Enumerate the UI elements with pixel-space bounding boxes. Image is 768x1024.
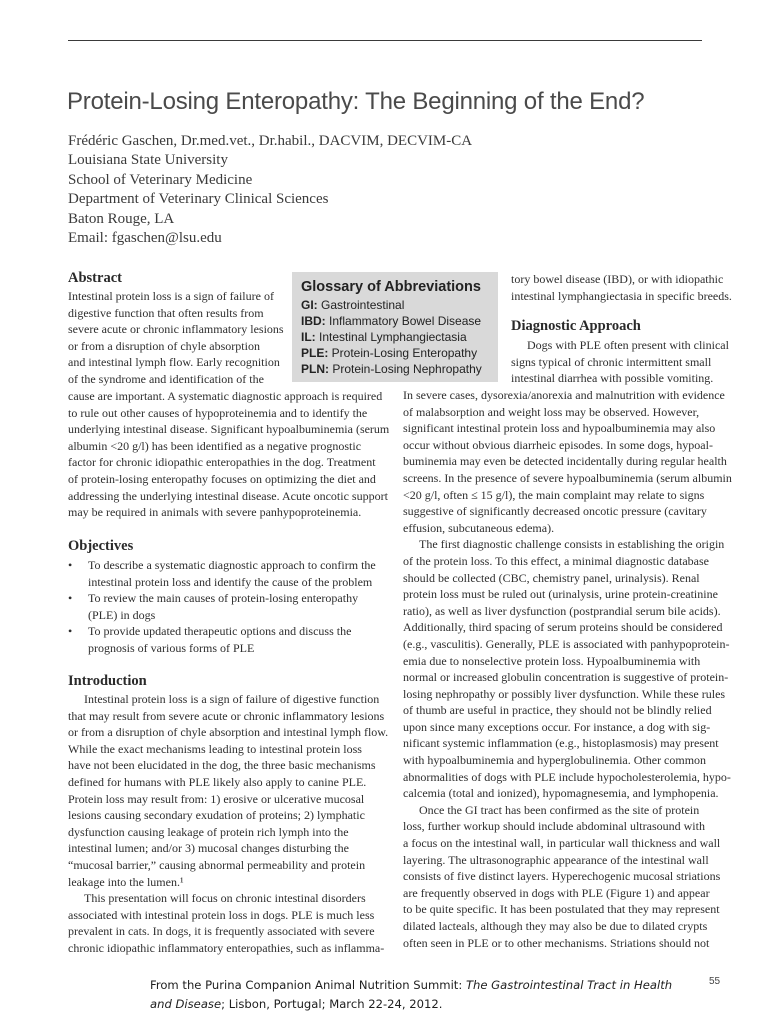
text-line: suggestive of significantly decreased oncotic pressure (cavitary [403,504,707,519]
footer-suffix: ; Lisbon, Portugal; March 22-24, 2012. [221,997,443,1011]
text-line: Additionally, third spacing of serum proteins should be considered [403,620,723,635]
abstract-heading: Abstract [68,270,122,286]
text-line: dysfunction causing leakage of protein rich lymph into the [68,824,349,839]
footer-prefix: From the Purina Companion Animal Nutrition Summit: [150,978,466,992]
glossary-abbr: IL: [301,330,316,344]
author-university: Louisiana State University [68,152,228,169]
text-line: have not been elucidated in the dog, the three basic mechanisms [68,758,376,773]
abstract-narrow-text [68,288,284,388]
bullet-icon: • [68,591,73,606]
text-line: buminemia may even be detected incidentally during regular health [403,454,727,469]
glossary-title: Glossary of Abbreviations [301,279,481,295]
text-line: to be quite specific. It has been postulated that they may represent [403,902,720,917]
glossary-item [301,346,477,360]
glossary-abbr: GI: [301,298,318,312]
footer-event-title: The Gastrointestinal Tract in Health [465,978,673,992]
text-line: <20 g/l, often ≤ 15 g/l), the main complaint may relate to signs [403,487,705,502]
text-line: are frequently observed in dogs with PLE (Figure 1) and appear [403,885,710,900]
text-line: of thumb are useful in practice, they should not be blindly relied [403,703,712,718]
text-line: cause are important. A systematic diagnostic approach is required [68,389,383,403]
text-line: In severe cases, dysorexia/anorexia and malnutrition with evidence [403,388,725,402]
glossary-full: Protein-Losing Enteropathy [328,346,478,360]
text-line: effusion, subcutaneous edema). [403,520,555,535]
objectives-list [68,557,376,657]
text-line: (PLE) in dogs [88,607,156,622]
text-line: of malabsorption and weight loss may be observed. However, [403,404,700,419]
text-line: abnormalities of dogs with PLE include hypocholesterolemia, hypo- [403,769,731,784]
text-line: nificant systemic inflammation (e.g., histoplasmosis) may present [403,736,719,751]
paper-title: Protein-Losing Enteropathy: The Beginning of the End? [67,88,645,115]
text-line: significant intestinal protein loss and hypoalbuminemia may also [403,421,716,436]
text-line: and intestinal lymph flow. Early recognition [68,355,280,370]
text-line: protein loss must be ruled out (urinalysis, urine protein-creatinine [403,587,718,602]
diagnostic-narrow-text [511,337,729,387]
introduction-heading: Introduction [68,673,147,689]
text-line: or from a disruption of chyle absorption and intestinal lymph flow. [68,725,389,740]
text-line: that may result from severe acute or chronic inflammatory lesions [68,708,385,723]
text-line: ratio), as well as liver dysfunction (postprandial serum bile acids). [403,603,721,618]
text-line: albumin <20 g/l) has been identified as a negative prognostic [68,438,362,453]
glossary-abbr: PLN: [301,362,329,376]
text-line: lesions causing secondary exudation of proteins; 2) lymphatic [68,808,365,823]
glossary-full: Gastrointestinal [317,298,405,312]
author-location: Baton Rouge, LA [68,210,175,227]
text-line: “mucosal barrier,” causing abnormal permeability and protein [68,857,366,872]
text-line: occur without obvious diarrheic episodes. In some dogs, hypoal- [403,437,713,452]
text-line: with hypoalbuminemia and hyperglobulinemia. Other common [403,753,707,768]
text-line: Intestinal protein loss is a sign of failure of [68,289,274,303]
text-line: calcemia (total and ionized), hypomagnesemia, and lymphopenia. [403,786,719,801]
diagnostic-text [403,387,732,951]
text-line: consists of five distinct layers. Hyperechogenic mucosal striations [403,869,721,884]
glossary-full: Intestinal Lymphangiectasia [315,330,467,344]
text-line: intestinal lumen; and/or 3) mucosal changes disturbing the [68,841,349,856]
abstract-wide-text [68,388,389,521]
text-line: prognosis of various forms of PLE [88,640,255,655]
text-line: addressing the underlying intestinal disease. Acute oncotic support [68,488,388,503]
text-line: While the exact mechanisms leading to intestinal protein loss [68,741,362,756]
objectives-heading: Objectives [68,538,134,554]
text-line: Dogs with PLE often present with clinical [527,338,729,352]
text-line: prevalent in cats. In dogs, it is frequently associated with severe [68,924,375,939]
bullet-icon: • [68,624,73,639]
glossary-item [301,362,482,376]
text-line: Intestinal protein loss is a sign of failure of digestive function [84,692,380,706]
text-line: intestinal protein loss and identify the cause of the problem [88,574,373,589]
glossary-item [301,330,467,344]
text-line: This presentation will focus on chronic intestinal disorders [84,891,366,906]
text-line: severe acute or chronic inflammatory lesions [68,322,284,337]
text-line: of protein-losing enteropathy focuses on optimizing the diet and [68,471,376,486]
text-line: of the protein loss. To this effect, a minimal diagnostic database [403,553,709,568]
text-line: loss, further workup should include abdominal ultrasound with [403,819,705,834]
text-line: To review the main causes of protein-losing enteropathy [88,591,359,606]
glossary-abbr: PLE: [301,346,329,360]
footer-event-title-end: and Disease [150,997,222,1011]
objective-item [68,557,376,590]
text-line: dilated lacteals, although they may also be due to dilated crypts [403,919,708,933]
text-line: factor for chronic idiopathic enteropathies in the dog. Treatment [68,455,376,470]
text-line: Protein loss may result from: 1) erosive or ulcerative mucosal [68,791,365,806]
objective-item [68,623,376,656]
author-school: School of Veterinary Medicine [68,171,253,188]
right-column-continuation [511,271,732,304]
glossary-full: Protein-Losing Nephropathy [329,362,482,376]
author-name: Frédéric Gaschen, Dr.med.vet., Dr.habil., DACVIM, DECVIM-CA [68,133,473,149]
text-line: may be required in animals with severe panhypoproteinemia. [68,505,362,520]
text-line: intestinal diarrhea with possible vomiting. [511,371,714,386]
text-line: digestive function that often results from [68,305,264,320]
glossary-full: Inflammatory Bowel Disease [325,314,482,328]
introduction-text [68,691,388,957]
footer-citation [150,976,672,1014]
author-block [68,132,472,248]
glossary-abbr: IBD: [301,314,326,328]
bullet-icon: • [68,558,73,572]
glossary-item [301,298,404,312]
page-number: 55 [709,976,721,987]
text-line: defined for humans with PLE likely also apply to canine PLE. [68,774,367,789]
text-line: (e.g., vasculitis). Generally, PLE is associated with panhypoprotein- [403,636,730,651]
text-line: signs typical of chronic intermittent small [511,354,712,369]
diagnostic-heading: Diagnostic Approach [511,318,641,334]
author-department: Department of Veterinary Clinical Sciences [68,191,329,208]
text-line: should be collected (CBC, chemistry panel, urinalysis). Renal [403,570,700,585]
glossary-box [292,272,498,382]
text-line: leakage into the lumen.¹ [68,874,184,889]
text-line: upon since many exceptions occur. For instance, a dog with sig- [403,719,711,734]
text-line: normal or increased globulin concentration is suggestive of protein- [403,670,729,685]
text-line: associated with intestinal protein loss in dogs. PLE is much less [68,907,375,922]
text-line: emia due to nonselective protein loss. Hypoalbuminemia with [403,653,701,668]
text-line: To describe a systematic diagnostic approach to confirm the [88,558,376,572]
text-line: screens. In the presence of severe hypoalbuminemia (serum albumin [403,470,732,485]
glossary-item [301,314,481,328]
objective-item [68,590,376,623]
text-line: to rule out other causes of hypoproteinemia and to identify the [68,405,368,420]
text-line: losing nephropathy or possibly liver dysfunction. While these rules [403,686,726,701]
text-line: often seen in PLE or to other mechanisms. Striations should not [403,935,710,950]
text-line: layering. The ultrasonographic appearance of the intestinal wall [403,852,709,867]
text-line: or from a disruption of chyle absorption [68,338,260,353]
text-line: of the syndrome and identification of the [68,371,264,386]
text-line: To provide updated therapeutic options and discuss the [88,624,352,639]
author-email: Email: fgaschen@lsu.edu [68,230,222,247]
text-line: The first diagnostic challenge consists in establishing the origin [419,537,725,552]
text-line: underlying intestinal disease. Significant hypoalbuminemia (serum [68,422,390,437]
text-line: a focus on the intestinal wall, in particular wall thickness and wall [403,836,721,851]
text-line: intestinal lymphangiectasia in specific breeds. [511,288,732,303]
top-rule [68,40,702,41]
text-line: Once the GI tract has been confirmed as the site of protein [419,802,700,817]
text-line: chronic idiopathic inflammatory enteropathies, such as inflamma- [68,940,385,955]
text-line: tory bowel disease (IBD), or with idiopathic [511,272,724,286]
